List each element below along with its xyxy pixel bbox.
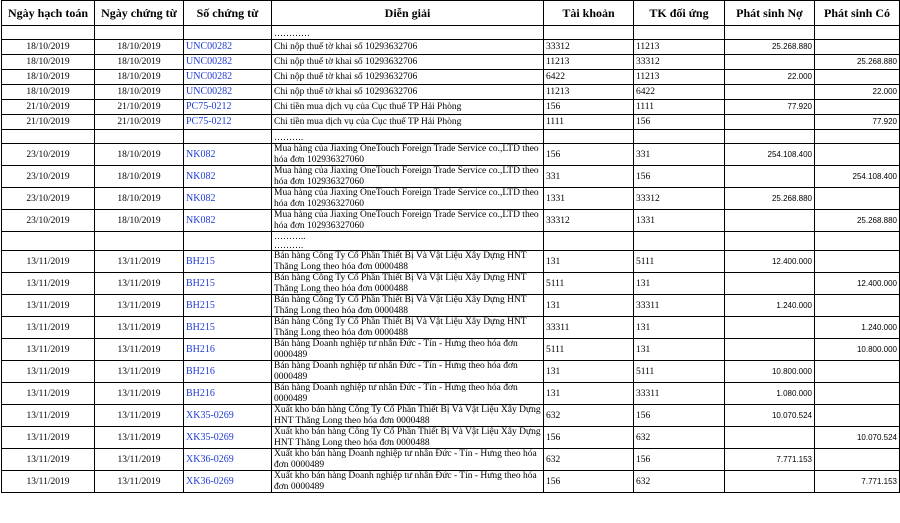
dien-giai-cell: Bán hàng Công Ty Cổ Phần Thiết Bị Và Vật Liệu Xây Dựng HNT Thăng Long theo hóa đơn 0000488 [272, 295, 544, 317]
phat-sinh-no-cell [725, 115, 815, 130]
tk-doi-ung-cell: 131 [634, 317, 725, 339]
table-row [2, 427, 900, 449]
table-row [2, 100, 900, 115]
so-chung-tu-link[interactable]: PC75-0212 [184, 100, 272, 115]
so-chung-tu-link[interactable]: UNC00282 [184, 55, 272, 70]
tai-khoan-cell: 131 [544, 383, 634, 405]
so-chung-tu-link[interactable]: UNC00282 [184, 70, 272, 85]
tk-doi-ung-cell: 156 [634, 115, 725, 130]
phat-sinh-no-cell [725, 339, 815, 361]
so-chung-tu-link[interactable]: BH215 [184, 295, 272, 317]
empty-cell [95, 232, 184, 251]
table-row [2, 471, 900, 493]
phat-sinh-no-cell: 1.080.000 [725, 383, 815, 405]
tai-khoan-cell: 331 [544, 166, 634, 188]
table-row [2, 85, 900, 100]
ngay-hach-toan-cell: 13/11/2019 [2, 251, 95, 273]
col-header-dien-giai: Diễn giải [272, 1, 544, 26]
table-row [2, 40, 900, 55]
dien-giai-cell: Chi nộp thuế tờ khai số 10293632706 [272, 85, 544, 100]
phat-sinh-co-cell: 7.771.153 [815, 471, 900, 493]
tk-doi-ung-cell: 156 [634, 405, 725, 427]
dien-giai-cell: Chi nộp thuế tờ khai số 10293632706 [272, 40, 544, 55]
table-row [2, 273, 900, 295]
ngay-chung-tu-cell: 13/11/2019 [95, 471, 184, 493]
dien-giai-cell: Bán hàng Doanh nghiệp tư nhân Đức - Tín - Hưng theo hóa đơn 0000489 [272, 361, 544, 383]
so-chung-tu-link[interactable]: BH216 [184, 361, 272, 383]
phat-sinh-co-cell [815, 251, 900, 273]
empty-cell [2, 26, 95, 40]
tk-doi-ung-cell: 11213 [634, 70, 725, 85]
empty-cell [544, 232, 634, 251]
ngay-chung-tu-cell: 13/11/2019 [95, 361, 184, 383]
tk-doi-ung-cell: 33311 [634, 295, 725, 317]
ellipsis-row [2, 26, 900, 40]
dien-giai-cell: Chi tiền mua dịch vụ của Cục thuế TP Hải Phòng [272, 100, 544, 115]
ngay-hach-toan-cell: 13/11/2019 [2, 449, 95, 471]
tai-khoan-cell: 632 [544, 449, 634, 471]
ngay-chung-tu-cell: 13/11/2019 [95, 405, 184, 427]
ngay-chung-tu-cell: 13/11/2019 [95, 295, 184, 317]
ngay-hach-toan-cell: 13/11/2019 [2, 317, 95, 339]
dien-giai-cell: Bán hàng Công Ty Cổ Phần Thiết Bị Và Vật Liệu Xây Dựng HNT Thăng Long theo hóa đơn 0000488 [272, 251, 544, 273]
empty-cell [634, 130, 725, 144]
tk-doi-ung-cell: 33312 [634, 188, 725, 210]
table-row [2, 361, 900, 383]
tai-khoan-cell: 156 [544, 100, 634, 115]
col-header-tk-doi-ung: TK đối ứng [634, 1, 725, 26]
tai-khoan-cell: 156 [544, 144, 634, 166]
empty-cell [815, 26, 900, 40]
tai-khoan-cell: 632 [544, 405, 634, 427]
empty-cell [725, 26, 815, 40]
ngay-chung-tu-cell: 18/10/2019 [95, 70, 184, 85]
phat-sinh-co-cell [815, 188, 900, 210]
ngay-chung-tu-cell: 18/10/2019 [95, 166, 184, 188]
so-chung-tu-link[interactable]: UNC00282 [184, 85, 272, 100]
table-row [2, 55, 900, 70]
phat-sinh-no-cell: 22.000 [725, 70, 815, 85]
phat-sinh-co-cell [815, 295, 900, 317]
ngay-hach-toan-cell: 23/10/2019 [2, 210, 95, 232]
phat-sinh-co-cell: 12.400.000 [815, 273, 900, 295]
phat-sinh-no-cell: 254.108.400 [725, 144, 815, 166]
dien-giai-cell: Mua hàng của Jiaxing OneTouch Foreign Trade Service co.,LTD theo hóa đơn 102936327060 [272, 188, 544, 210]
phat-sinh-co-cell: 25.268.880 [815, 55, 900, 70]
phat-sinh-no-cell: 25.268.880 [725, 40, 815, 55]
table-row [2, 383, 900, 405]
phat-sinh-no-cell [725, 427, 815, 449]
empty-cell [544, 26, 634, 40]
ngay-hach-toan-cell: 13/11/2019 [2, 383, 95, 405]
empty-cell [634, 232, 725, 251]
so-chung-tu-link[interactable]: BH215 [184, 251, 272, 273]
ellipsis-row [2, 232, 900, 251]
phat-sinh-no-cell: 10.070.524 [725, 405, 815, 427]
tai-khoan-cell: 33311 [544, 317, 634, 339]
ngay-hach-toan-cell: 13/11/2019 [2, 427, 95, 449]
ngay-chung-tu-cell: 13/11/2019 [95, 449, 184, 471]
empty-cell [544, 130, 634, 144]
ngay-hach-toan-cell: 18/10/2019 [2, 40, 95, 55]
phat-sinh-co-cell [815, 449, 900, 471]
ngay-chung-tu-cell: 13/11/2019 [95, 339, 184, 361]
empty-cell [95, 26, 184, 40]
empty-cell [815, 232, 900, 251]
ellipsis-line: ……….. [274, 231, 306, 241]
tai-khoan-cell: 5111 [544, 339, 634, 361]
table-row [2, 449, 900, 471]
empty-cell [2, 130, 95, 144]
phat-sinh-co-cell: 10.800.000 [815, 339, 900, 361]
journal-table [1, 0, 900, 493]
col-header-ngay-hach-toan: Ngày hạch toán [2, 1, 95, 26]
empty-cell [184, 26, 272, 40]
dien-giai-cell: Mua hàng của Jiaxing OneTouch Foreign Trade Service co.,LTD theo hóa đơn 102936327060 [272, 210, 544, 232]
ngay-chung-tu-cell: 18/10/2019 [95, 144, 184, 166]
ellipsis-cell: ………… [272, 26, 544, 40]
tai-khoan-cell: 5111 [544, 273, 634, 295]
table-row [2, 210, 900, 232]
ellipsis-cell: ………. [272, 130, 544, 144]
tk-doi-ung-cell: 11213 [634, 40, 725, 55]
so-chung-tu-link[interactable]: BH216 [184, 383, 272, 405]
tai-khoan-cell: 156 [544, 427, 634, 449]
phat-sinh-co-cell [815, 70, 900, 85]
ngay-chung-tu-cell: 18/10/2019 [95, 85, 184, 100]
tk-doi-ung-cell: 1111 [634, 100, 725, 115]
table-row [2, 339, 900, 361]
ngay-hach-toan-cell: 13/11/2019 [2, 273, 95, 295]
so-chung-tu-link[interactable]: BH216 [184, 339, 272, 361]
table-row [2, 317, 900, 339]
so-chung-tu-link[interactable]: XK36-0269 [184, 471, 272, 493]
ngay-hach-toan-cell: 13/11/2019 [2, 295, 95, 317]
phat-sinh-co-cell [815, 383, 900, 405]
so-chung-tu-link[interactable]: NK082 [184, 188, 272, 210]
tai-khoan-cell: 33312 [544, 210, 634, 232]
ellipsis-cell [272, 232, 544, 251]
col-header-tai-khoan: Tài khoản [544, 1, 634, 26]
phat-sinh-no-cell: 12.400.000 [725, 251, 815, 273]
empty-cell [725, 232, 815, 251]
tai-khoan-cell: 131 [544, 251, 634, 273]
dien-giai-cell: Bán hàng Doanh nghiệp tư nhân Đức - Tín - Hưng theo hóa đơn 0000489 [272, 339, 544, 361]
tk-doi-ung-cell: 156 [634, 166, 725, 188]
dien-giai-cell: Chi tiền mua dịch vụ của Cục thuế TP Hải Phòng [272, 115, 544, 130]
ngay-hach-toan-cell: 18/10/2019 [2, 55, 95, 70]
ngay-hach-toan-cell: 21/10/2019 [2, 115, 95, 130]
tk-doi-ung-cell: 331 [634, 144, 725, 166]
empty-cell [725, 130, 815, 144]
ngay-hach-toan-cell: 18/10/2019 [2, 85, 95, 100]
empty-cell [2, 232, 95, 251]
phat-sinh-no-cell: 1.240.000 [725, 295, 815, 317]
ngay-chung-tu-cell: 13/11/2019 [95, 427, 184, 449]
ngay-hach-toan-cell: 13/11/2019 [2, 339, 95, 361]
ngay-chung-tu-cell: 13/11/2019 [95, 317, 184, 339]
empty-cell [95, 130, 184, 144]
so-chung-tu-link[interactable]: NK082 [184, 144, 272, 166]
so-chung-tu-link[interactable]: XK35-0269 [184, 427, 272, 449]
tk-doi-ung-cell: 632 [634, 427, 725, 449]
ellipsis-row [2, 130, 900, 144]
phat-sinh-co-cell [815, 100, 900, 115]
ngay-chung-tu-cell: 13/11/2019 [95, 383, 184, 405]
ngay-chung-tu-cell: 21/10/2019 [95, 100, 184, 115]
table-row [2, 295, 900, 317]
table-row [2, 115, 900, 130]
phat-sinh-co-cell: 77.920 [815, 115, 900, 130]
ngay-hach-toan-cell: 13/11/2019 [2, 405, 95, 427]
tai-khoan-cell: 11213 [544, 85, 634, 100]
ngay-hach-toan-cell: 23/10/2019 [2, 144, 95, 166]
ngay-chung-tu-cell: 18/10/2019 [95, 55, 184, 70]
tai-khoan-cell: 156 [544, 471, 634, 493]
ngay-chung-tu-cell: 13/11/2019 [95, 251, 184, 273]
tk-doi-ung-cell: 5111 [634, 251, 725, 273]
tk-doi-ung-cell: 632 [634, 471, 725, 493]
ngay-chung-tu-cell: 13/11/2019 [95, 273, 184, 295]
so-chung-tu-link[interactable]: UNC00282 [184, 40, 272, 55]
header-row [2, 1, 900, 26]
ngay-chung-tu-cell: 18/10/2019 [95, 188, 184, 210]
dien-giai-cell: Chi nộp thuế tờ khai số 10293632706 [272, 70, 544, 85]
tk-doi-ung-cell: 33312 [634, 55, 725, 70]
ngay-hach-toan-cell: 21/10/2019 [2, 100, 95, 115]
phat-sinh-no-cell [725, 55, 815, 70]
col-header-phat-sinh-no: Phát sinh Nợ [725, 1, 815, 26]
table-row [2, 144, 900, 166]
tai-khoan-cell: 33312 [544, 40, 634, 55]
phat-sinh-co-cell: 22.000 [815, 85, 900, 100]
phat-sinh-co-cell: 10.070.524 [815, 427, 900, 449]
so-chung-tu-link[interactable]: XK35-0269 [184, 405, 272, 427]
ngay-hach-toan-cell: 13/11/2019 [2, 361, 95, 383]
table-body [2, 26, 900, 493]
phat-sinh-no-cell: 77.920 [725, 100, 815, 115]
tai-khoan-cell: 1111 [544, 115, 634, 130]
tk-doi-ung-cell: 33311 [634, 383, 725, 405]
phat-sinh-no-cell [725, 210, 815, 232]
dien-giai-cell: Mua hàng của Jiaxing OneTouch Foreign Trade Service co.,LTD theo hóa đơn 102936327060 [272, 166, 544, 188]
table-row [2, 251, 900, 273]
dien-giai-cell: Bán hàng Doanh nghiệp tư nhân Đức - Tín - Hưng theo hóa đơn 0000489 [272, 383, 544, 405]
so-chung-tu-link[interactable]: PC75-0212 [184, 115, 272, 130]
col-header-phat-sinh-co: Phát sinh Có [815, 1, 900, 26]
phat-sinh-no-cell [725, 317, 815, 339]
ngay-hach-toan-cell: 13/11/2019 [2, 471, 95, 493]
phat-sinh-no-cell: 10.800.000 [725, 361, 815, 383]
empty-cell [634, 26, 725, 40]
tai-khoan-cell: 131 [544, 361, 634, 383]
tai-khoan-cell: 6422 [544, 70, 634, 85]
dien-giai-cell: Xuất kho bán hàng Doanh nghiệp tư nhân Đức - Tín - Hưng theo hóa đơn 0000489 [272, 449, 544, 471]
col-header-ngay-chung-tu: Ngày chứng từ [95, 1, 184, 26]
phat-sinh-co-cell [815, 144, 900, 166]
tk-doi-ung-cell: 5111 [634, 361, 725, 383]
so-chung-tu-link[interactable]: BH215 [184, 273, 272, 295]
tk-doi-ung-cell: 131 [634, 339, 725, 361]
so-chung-tu-link[interactable]: XK36-0269 [184, 449, 272, 471]
phat-sinh-no-cell [725, 166, 815, 188]
ngay-chung-tu-cell: 18/10/2019 [95, 210, 184, 232]
so-chung-tu-link[interactable]: NK082 [184, 166, 272, 188]
table-row [2, 70, 900, 85]
ngay-chung-tu-cell: 18/10/2019 [95, 40, 184, 55]
tai-khoan-cell: 1331 [544, 188, 634, 210]
dien-giai-cell: Bán hàng Công Ty Cổ Phần Thiết Bị Và Vật Liệu Xây Dựng HNT Thăng Long theo hóa đơn 0000488 [272, 317, 544, 339]
phat-sinh-no-cell: 25.268.880 [725, 188, 815, 210]
col-header-so-chung-tu: Số chứng từ [184, 1, 272, 26]
ngay-hach-toan-cell: 23/10/2019 [2, 188, 95, 210]
phat-sinh-no-cell [725, 471, 815, 493]
ngay-chung-tu-cell: 21/10/2019 [95, 115, 184, 130]
tai-khoan-cell: 131 [544, 295, 634, 317]
so-chung-tu-link[interactable]: NK082 [184, 210, 272, 232]
table-row [2, 188, 900, 210]
table-row [2, 166, 900, 188]
empty-cell [184, 130, 272, 144]
tk-doi-ung-cell: 1331 [634, 210, 725, 232]
phat-sinh-co-cell [815, 40, 900, 55]
table-row [2, 405, 900, 427]
dien-giai-cell: Xuất kho bán hàng Doanh nghiệp tư nhân Đức - Tín - Hưng theo hóa đơn 0000489 [272, 471, 544, 493]
empty-cell [815, 130, 900, 144]
empty-cell [184, 232, 272, 251]
ngay-hach-toan-cell: 18/10/2019 [2, 70, 95, 85]
tk-doi-ung-cell: 6422 [634, 85, 725, 100]
tk-doi-ung-cell: 156 [634, 449, 725, 471]
so-chung-tu-link[interactable]: BH215 [184, 317, 272, 339]
dien-giai-cell: Mua hàng của Jiaxing OneTouch Foreign Trade Service co.,LTD theo hóa đơn 102936327060 [272, 144, 544, 166]
tai-khoan-cell: 11213 [544, 55, 634, 70]
phat-sinh-co-cell: 25.268.880 [815, 210, 900, 232]
phat-sinh-no-cell [725, 273, 815, 295]
dien-giai-cell: Bán hàng Công Ty Cổ Phần Thiết Bị Và Vật Liệu Xây Dựng HNT Thăng Long theo hóa đơn 0000488 [272, 273, 544, 295]
phat-sinh-co-cell: 254.108.400 [815, 166, 900, 188]
ngay-hach-toan-cell: 23/10/2019 [2, 166, 95, 188]
phat-sinh-no-cell: 7.771.153 [725, 449, 815, 471]
phat-sinh-no-cell [725, 85, 815, 100]
phat-sinh-co-cell [815, 361, 900, 383]
dien-giai-cell: Xuất kho bán hàng Công Ty Cổ Phần Thiết Bị Và Vật Liệu Xây Dựng HNT Thăng Long theo hóa đơn 0000488 [272, 405, 544, 427]
phat-sinh-co-cell [815, 405, 900, 427]
ellipsis-line: ………. [274, 240, 304, 250]
tk-doi-ung-cell: 131 [634, 273, 725, 295]
dien-giai-cell: Chi nộp thuế tờ khai số 10293632706 [272, 55, 544, 70]
phat-sinh-co-cell: 1.240.000 [815, 317, 900, 339]
dien-giai-cell: Xuất kho bán hàng Công Ty Cổ Phần Thiết Bị Và Vật Liệu Xây Dựng HNT Thăng Long theo hóa đơn 0000488 [272, 427, 544, 449]
